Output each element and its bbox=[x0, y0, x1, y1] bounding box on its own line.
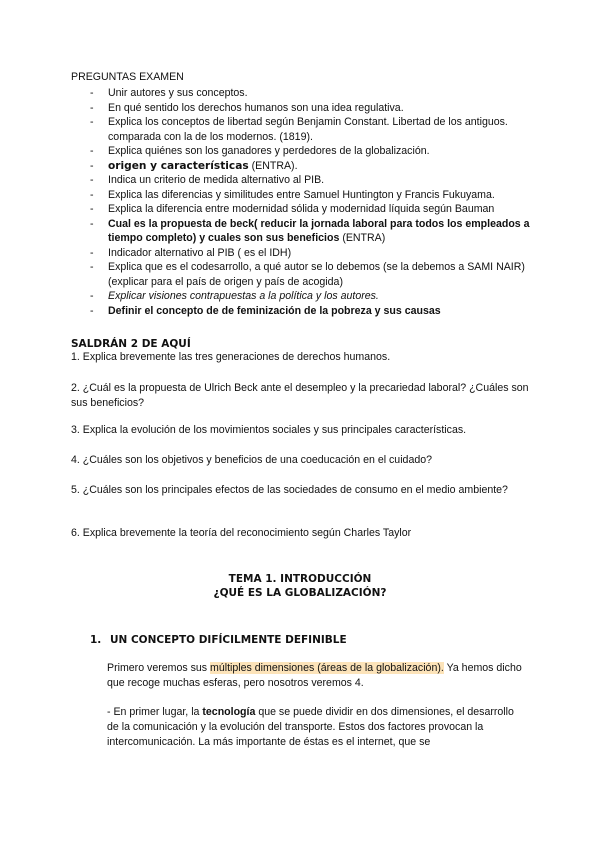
section-number: 1. bbox=[90, 634, 102, 646]
paragraph-technology: - En primer lugar, la tecnología que se puede dividir en dos dimensiones, el desarrollo de la comunicación y la evolución del transporte. Estos dos factores provocan la intercomunicación. La más importante de éstas es el internet, que se bbox=[107, 706, 514, 748]
highlighted-text: múltiples dimensiones (áreas de la globalización). bbox=[210, 662, 444, 674]
section-title: UN CONCEPTO DIFÍCILMENTE DEFINIBLE bbox=[110, 634, 347, 646]
list-item: - Explica las diferencias y similitudes entre Samuel Huntington y Francis Fukuyama. bbox=[90, 188, 540, 203]
tema-title: TEMA 1. INTRODUCCIÓN bbox=[228, 573, 372, 585]
list-item: - Explica la diferencia entre modernidad sólida y modernidad líquida según Bauman bbox=[90, 202, 540, 217]
list-item: - Explicar visiones contrapuestas a la política y los autores. bbox=[90, 289, 540, 304]
exam-question-list bbox=[90, 86, 540, 318]
tema-subtitle: ¿QUÉ ES LA GLOBALIZACIÓN? bbox=[213, 587, 387, 599]
question-3: 3. Explica la evolución de los movimientos sociales y sus principales características. bbox=[71, 424, 467, 436]
list-item: - Explica quiénes son los ganadores y perdedores de la globalización. bbox=[90, 144, 540, 159]
saldran-heading: SALDRÁN 2 DE AQUÍ bbox=[71, 338, 191, 350]
question-1: 1. Explica brevemente las tres generaciones de derechos humanos. bbox=[71, 351, 391, 363]
list-item: - Indicador alternativo al PIB ( es el IDH) bbox=[90, 246, 540, 261]
question-2: 2. ¿Cuál es la propuesta de Ulrich Beck ante el desempleo y la precariedad laboral? ¿Cuáles son sus beneficios? bbox=[71, 382, 529, 409]
list-item: - En qué sentido los derechos humanos son una idea regulativa. bbox=[90, 101, 540, 116]
list-item: - Explica que es el codesarrollo, a qué autor se lo debemos (se la debemos a SAMI NAIR) (explicar para el país de origen y país de acogida) bbox=[90, 260, 540, 289]
question-6: 6. Explica brevemente la teoría del reconocimiento según Charles Taylor bbox=[71, 527, 412, 539]
list-item: - Explica los conceptos de libertad según Benjamin Constant. Libertad de los antiguos. comparada con la de los modernos. (1819). bbox=[90, 115, 540, 144]
section-heading bbox=[90, 634, 347, 646]
paragraph-dimensions: Primero veremos sus múltiples dimensiones (áreas de la globalización). Ya hemos dicho que recoge muchas esferas, pero nosotros veremos 4. bbox=[107, 662, 522, 689]
list-item: - Cual es la propuesta de beck( reducir la jornada laboral para todos los empleados a tiempo completo) y cuales son sus beneficios (ENTRA) bbox=[90, 217, 540, 246]
list-item: - Indica un criterio de medida alternativo al PIB. bbox=[90, 173, 540, 188]
question-4: 4. ¿Cuáles son los objetivos y beneficios de una coeducación en el cuidado? bbox=[71, 454, 433, 466]
list-item: - origen y características (ENTRA). bbox=[90, 159, 540, 174]
exam-questions-title: PREGUNTAS EXAMEN bbox=[71, 71, 184, 83]
question-5: 5. ¿Cuáles son los principales efectos de las sociedades de consumo en el medio ambiente? bbox=[71, 484, 508, 496]
list-item: - Unir autores y sus conceptos. bbox=[90, 86, 540, 101]
list-item: - Definir el concepto de de feminización de la pobreza y sus causas bbox=[90, 304, 540, 319]
